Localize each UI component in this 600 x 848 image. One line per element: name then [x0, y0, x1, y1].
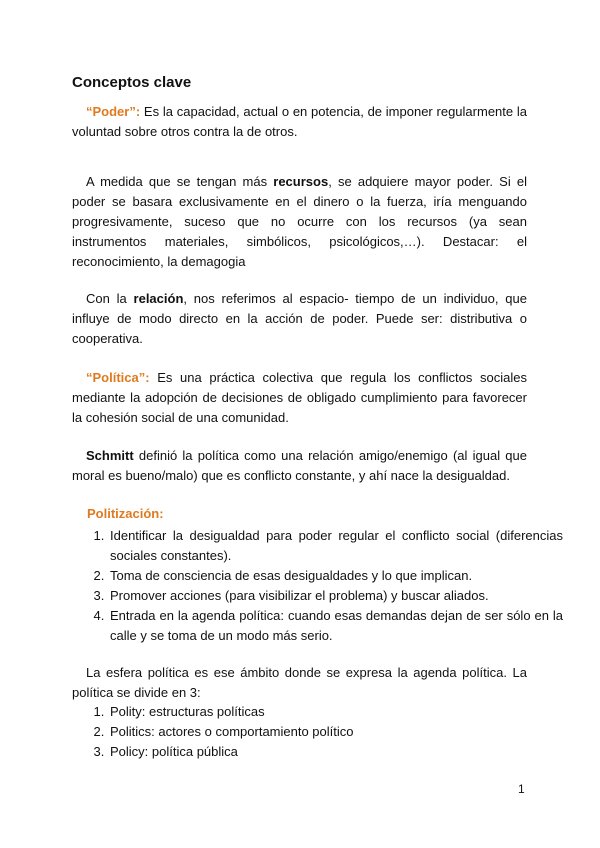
list-item: 2. Toma de consciencia de esas desigualdades y lo que implican. — [108, 566, 563, 586]
recursos-post: , se adquiere mayor poder. Si el poder se basara exclusivamente en el dinero o la fuerza, iría menguando progresivamente, suceso que no ocurre con los recursos (ya sean instrumentos materiales, simbólicos, psicológicos,…). Destacar: el reconocimiento, la demagogia — [72, 174, 527, 269]
list-item: 3. Policy: política pública — [108, 742, 563, 762]
list-item: 1. Identificar la desigualdad para poder regular el conflicto social (diferencias sociales constantes). — [108, 526, 563, 566]
esfera-paragraph: La esfera política es ese ámbito donde se expresa la agenda política. La política se divide en 3: — [72, 665, 527, 700]
schmitt-post: definió la política como una relación amigo/enemigo (al igual que moral es bueno/malo) que es conflicto constante, y ahí nace la desigualdad. — [72, 448, 527, 483]
recursos-paragraph — [72, 172, 527, 272]
schmitt-bold: Schmitt — [86, 448, 134, 463]
poder-term: “Poder”: — [86, 104, 141, 119]
esfera-list — [72, 702, 563, 762]
list-item: 3. Promover acciones (para visibilizar el problema) y buscar aliados. — [108, 586, 563, 606]
relacion-pre: Con la — [86, 291, 134, 306]
recursos-bold: recursos — [273, 174, 329, 189]
politica-paragraph — [72, 368, 527, 428]
schmitt-paragraph — [72, 446, 527, 486]
page-title: Conceptos clave — [72, 74, 192, 91]
politica-definition: Es una práctica colectiva que regula los conflictos sociales mediante la adopción de decisiones de obligado cumplimiento para favorecer la cohesión social de una comunidad. — [72, 370, 527, 425]
relacion-paragraph — [72, 289, 527, 349]
politica-term: “Política”: — [86, 370, 150, 385]
list-item: 1. Polity: estructuras políticas — [108, 702, 563, 722]
relacion-post: , nos referimos al espacio- tiempo de un individuo, que influye de modo directo en la acción de poder. Puede ser: distributiva o cooperativa. — [72, 291, 527, 346]
relacion-bold: relación — [133, 291, 184, 306]
poder-paragraph — [72, 102, 527, 142]
politizacion-heading: Politización: — [87, 506, 164, 521]
page-number: 1 — [518, 782, 525, 796]
recursos-pre: A medida que se tengan más — [86, 174, 274, 189]
politizacion-list — [72, 526, 563, 646]
list-item: 2. Politics: actores o comportamiento político — [108, 722, 563, 742]
list-item: 4. Entrada en la agenda política: cuando esas demandas dejan de ser sólo en la calle y se toma de un modo más serio. — [108, 606, 563, 646]
poder-definition: Es la capacidad, actual o en potencia, de imponer regularmente la voluntad sobre otros contra la de otros. — [72, 104, 527, 139]
